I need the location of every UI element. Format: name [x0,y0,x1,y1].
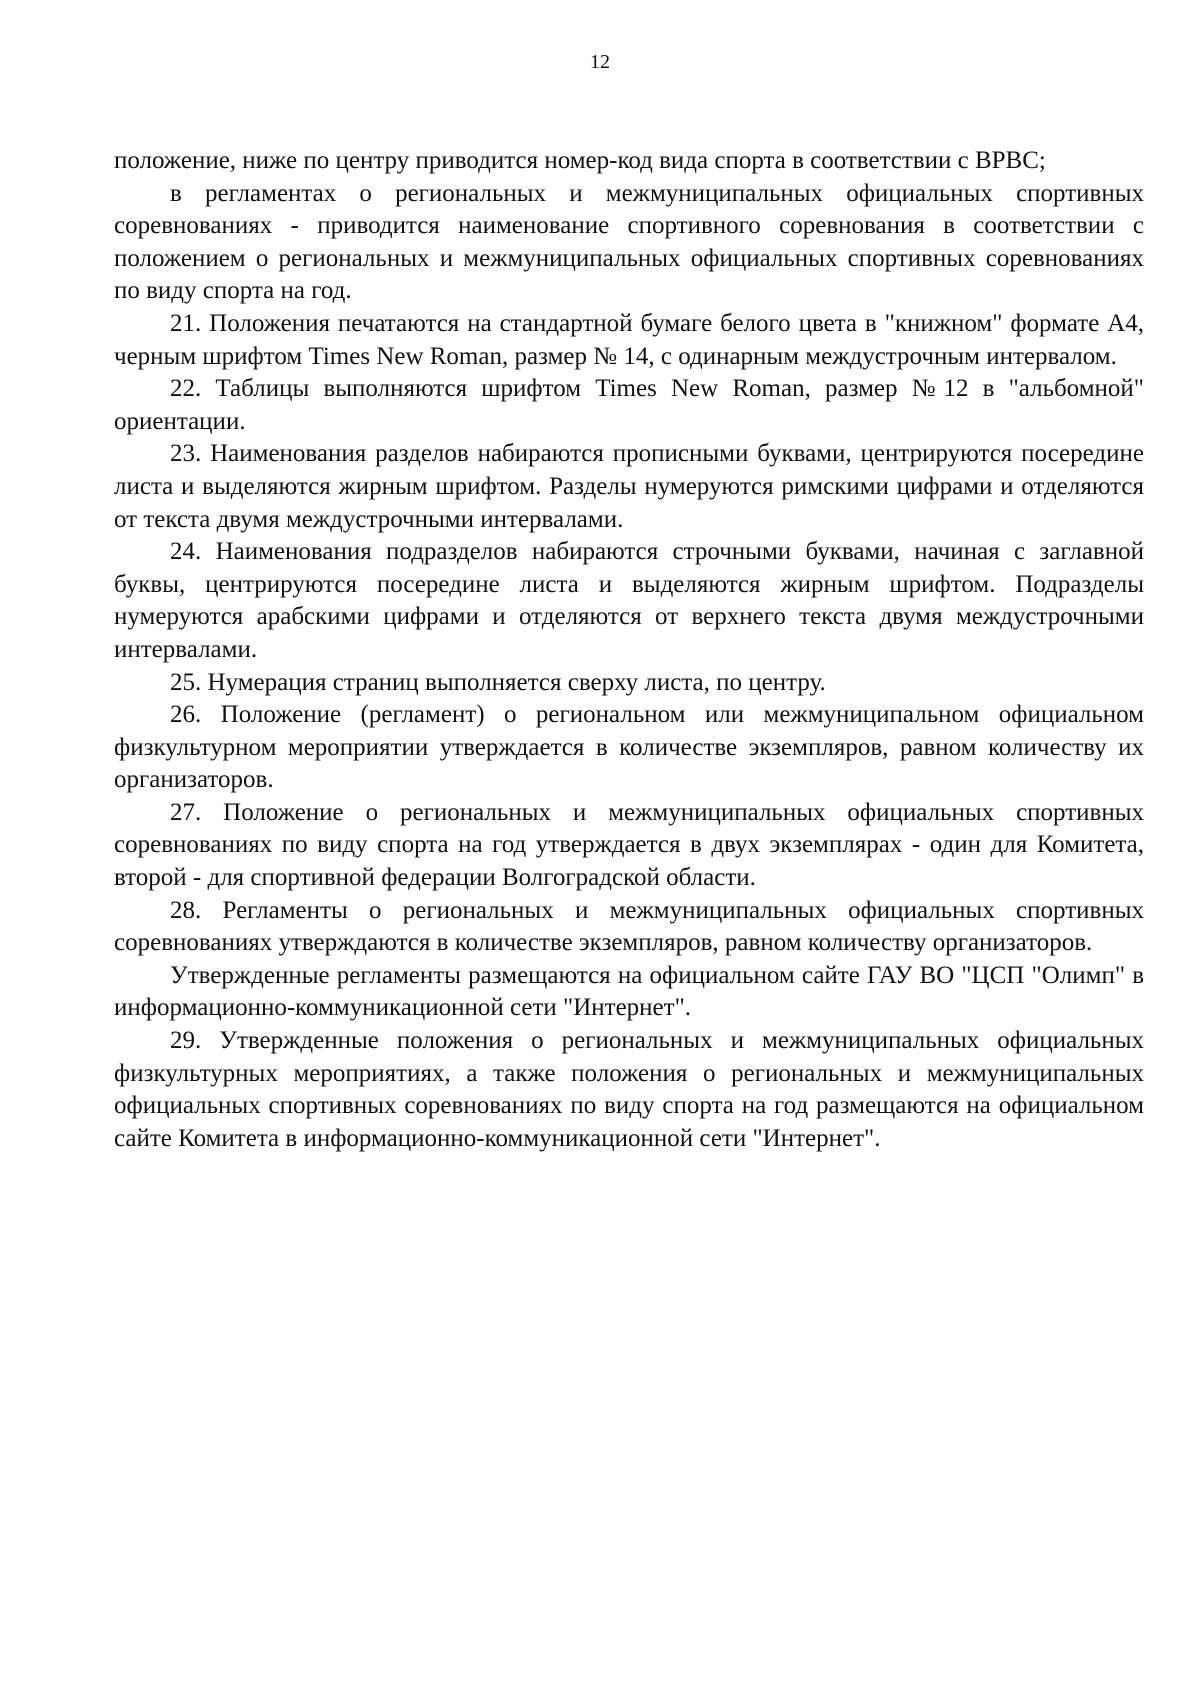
paragraph-regulations-published: Утвержденные регламенты размещаются на официальном сайте ГАУ ВО "ЦСП "Олимп" в информационно-коммуникационной сети "Интернет". [114,961,1144,1022]
page-number: 12 [590,51,610,73]
paragraph-23: 23. Наименования разделов набираются прописными буквами, центрируются посередине листа и выделяются жирным шрифтом. Разделы нумеруются римскими цифрами и отделяются от текста двумя междустрочными интервалами. [114,440,1144,533]
paragraph-29: 29. Утвержденные положения о региональных и межмуниципальных официальных физкультурных мероприятиях, а также положения о региональных и межмуниципальных официальных спортивных соревнованиях по виду спорта на год размещаются на официальном сайте Комитета в информационно-коммуникационной сети "Интернет". [114,1027,1144,1152]
paragraph-26: 26. Положение (регламент) о региональном или межмуниципальном официальном физкультурном мероприятии утверждается в количестве экземпляров, равном количеству их организаторов. [114,701,1144,794]
paragraph-28: 28. Регламенты о региональных и межмуниципальных официальных спортивных соревнованиях утверждаются в количестве экземпляров, равном количеству организаторов. [114,896,1144,957]
paragraph-continuation: положение, ниже по центру приводится номер-код вида спорта в соответствии с ВРВС; [114,147,1046,174]
paragraph-21: 21. Положения печатаются на стандартной бумаге белого цвета в "книжном" формате А4, черным шрифтом Times New Roman, размер № 14, с одинарным междустрочным интервалом. [114,309,1144,370]
document-body [114,145,1144,1155]
paragraph-27: 27. Положение о региональных и межмуниципальных официальных спортивных соревнованиях по виду спорта на год утверждается в двух экземплярах - один для Комитета, второй - для спортивной федерации Волгоградской области. [114,798,1144,892]
paragraph-25: 25. Нумерация страниц выполняется сверху листа, по центру. [170,668,826,696]
paragraph-24: 24. Наименования подразделов набираются строчными буквами, начиная с заглавной буквы, центрируются посередине листа и выделяются жирным шрифтом. Подразделы нумеруются арабскими цифрами и отделяются от верхнего текста двумя междустрочными интервалами. [114,538,1144,663]
paragraph-22: 22. Таблицы выполняются шрифтом Times New Roman, размер №12 в "альбомной" ориентации. [114,375,1144,435]
paragraph-regulations-name: в регламентах о региональных и межмуниципальных официальных спортивных соревнованиях - приводится наименование спортивного соревнования в соответствии с положением о региональных и межмуниципальных официальных спортивных соревнованиях по виду спорта на год. [114,179,1144,305]
